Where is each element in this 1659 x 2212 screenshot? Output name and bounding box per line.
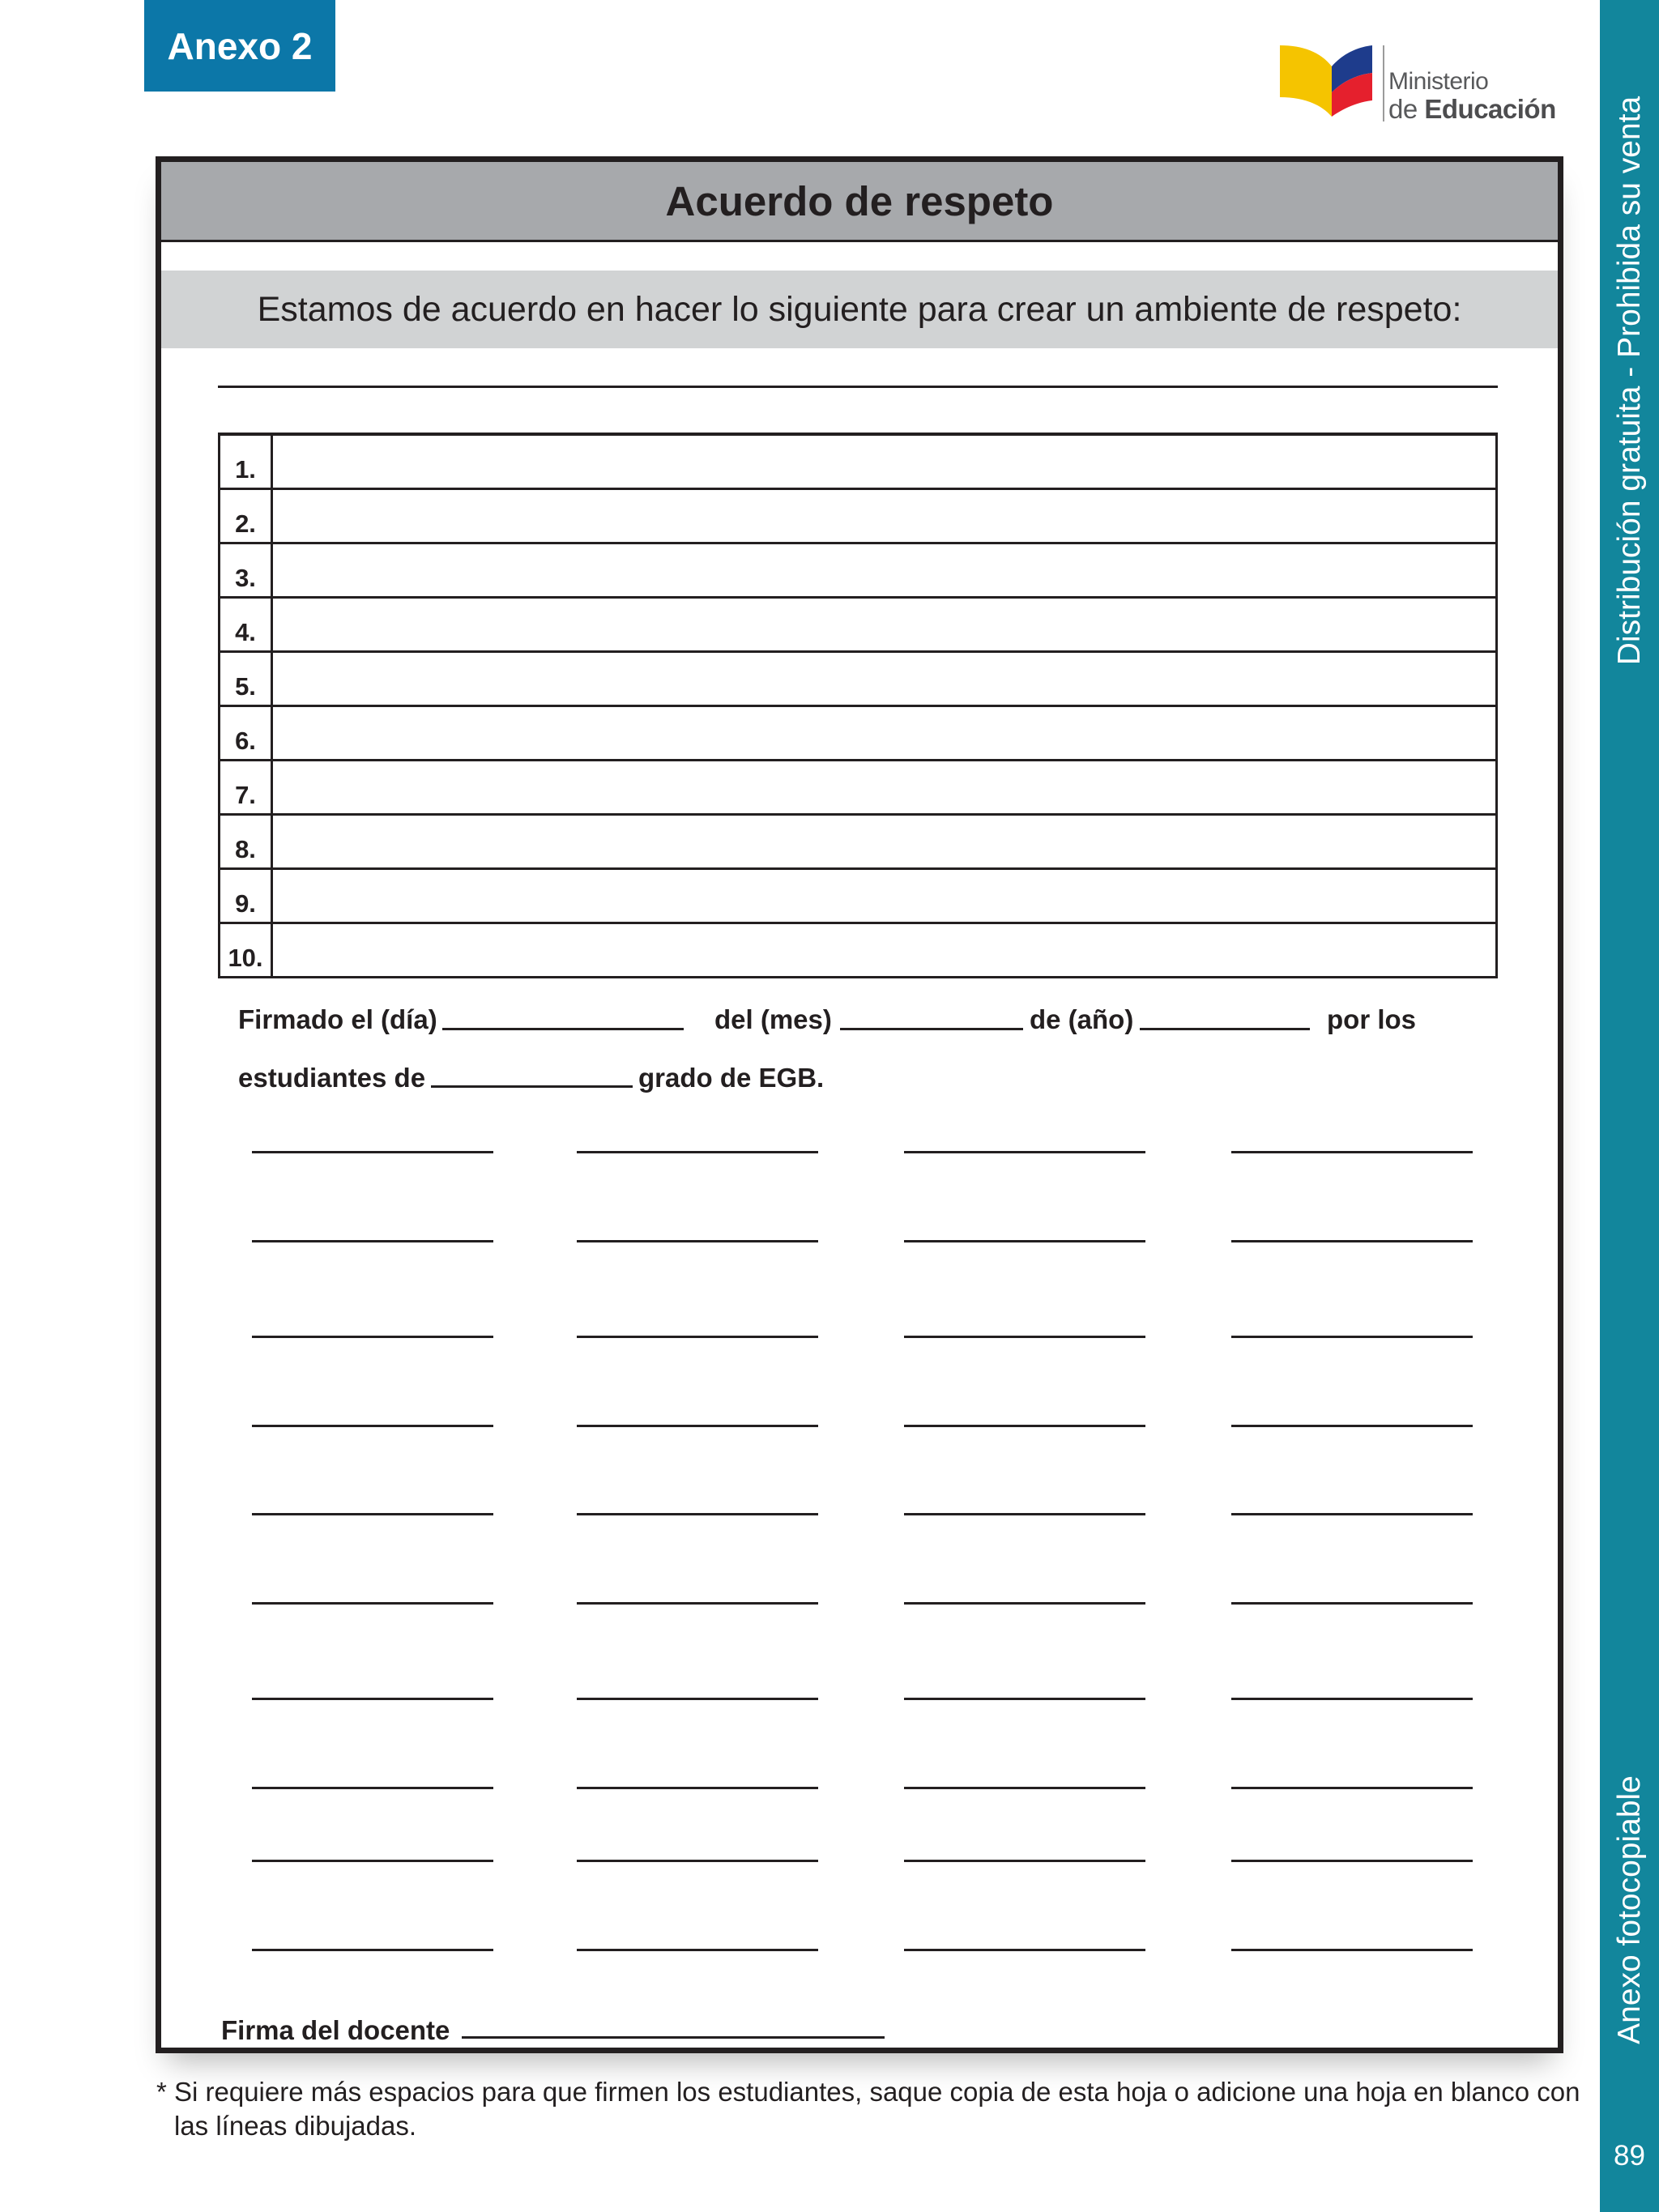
agreement-number: 4. (220, 598, 272, 652)
student-signature-line[interactable] (252, 1513, 493, 1515)
signed-month-label: del (mes) (714, 1004, 832, 1034)
student-signature-line[interactable] (1231, 1787, 1473, 1789)
student-signature-line[interactable] (1231, 1336, 1473, 1338)
form-title: Acuerdo de respeto (161, 162, 1558, 242)
student-signature-line[interactable] (252, 1240, 493, 1242)
student-signature-line[interactable] (252, 1787, 493, 1789)
logo-divider (1383, 45, 1384, 121)
student-signature-line[interactable] (1231, 1698, 1473, 1700)
logo-line1: Ministerio (1388, 68, 1489, 95)
student-signature-line[interactable] (252, 1336, 493, 1338)
agreement-row (220, 652, 1497, 706)
student-signature-line[interactable] (252, 1602, 493, 1605)
student-signature-line[interactable] (252, 1151, 493, 1153)
student-signature-line[interactable] (577, 1336, 818, 1338)
intro-underline (218, 386, 1498, 388)
teacher-signature-field[interactable] (462, 2036, 885, 2039)
side-text-distribution: Distribución gratuita - Prohibida su venta (1612, 96, 1647, 666)
student-signature-line[interactable] (1231, 1602, 1473, 1605)
student-signature-line[interactable] (904, 1513, 1145, 1515)
student-signature-line[interactable] (577, 1787, 818, 1789)
agreement-row (220, 598, 1497, 652)
teacher-signature-label: Firma del docente (221, 2015, 450, 2045)
student-signature-line[interactable] (904, 1698, 1145, 1700)
agreement-row (220, 489, 1497, 543)
side-text-annex: Anexo fotocopiable (1612, 1775, 1647, 2044)
agreement-row (220, 923, 1497, 978)
form-frame (156, 156, 1563, 2053)
agreement-number: 8. (220, 815, 272, 869)
agreement-number: 5. (220, 652, 272, 706)
agreement-field[interactable] (272, 923, 1497, 978)
signed-day-label: Firmado el (día) (238, 1004, 437, 1034)
agreement-field[interactable] (272, 434, 1497, 489)
student-signature-line[interactable] (577, 1949, 818, 1951)
agreement-number: 6. (220, 706, 272, 761)
student-signature-line[interactable] (904, 1336, 1145, 1338)
student-signature-line[interactable] (904, 1860, 1145, 1862)
students-of-label: estudiantes de (238, 1063, 426, 1093)
month-field[interactable] (840, 1028, 1023, 1030)
annex-tab: Anexo 2 (144, 0, 335, 92)
student-signature-line[interactable] (1231, 1425, 1473, 1427)
year-field[interactable] (1140, 1028, 1310, 1030)
student-signature-line[interactable] (904, 1602, 1145, 1605)
agreement-number: 10. (220, 923, 272, 978)
agreement-row (220, 543, 1497, 598)
logo-yellow-shape (1280, 45, 1332, 117)
student-signature-line[interactable] (577, 1240, 818, 1242)
student-signature-line[interactable] (577, 1151, 818, 1153)
footnote-line2: las líneas dibujadas. (174, 2111, 417, 2141)
student-signature-line[interactable] (577, 1860, 818, 1862)
agreement-row (220, 761, 1497, 815)
form-intro: Estamos de acuerdo en hacer lo siguiente para crear un ambiente de respeto: (161, 271, 1558, 348)
student-signature-line[interactable] (904, 1151, 1145, 1153)
footnote-star: * (156, 2077, 167, 2107)
student-signature-line[interactable] (577, 1602, 818, 1605)
agreement-number: 3. (220, 543, 272, 598)
agreement-field[interactable] (272, 815, 1497, 869)
agreement-row (220, 434, 1497, 489)
grade-label: grado de EGB. (638, 1063, 825, 1093)
signed-by-label: por los (1327, 1004, 1417, 1034)
student-signature-line[interactable] (904, 1425, 1145, 1427)
logo-line2-bold: Educación (1424, 94, 1556, 124)
logo-line2 (1388, 96, 1556, 122)
student-signature-line[interactable] (577, 1513, 818, 1515)
logo-text (1388, 70, 1556, 122)
agreement-number: 9. (220, 869, 272, 923)
agreement-field[interactable] (272, 706, 1497, 761)
agreement-field[interactable] (272, 598, 1497, 652)
agreement-number: 1. (220, 434, 272, 489)
student-signature-line[interactable] (252, 1698, 493, 1700)
agreement-field[interactable] (272, 489, 1497, 543)
student-signature-line[interactable] (252, 1860, 493, 1862)
student-signature-line[interactable] (1231, 1860, 1473, 1862)
student-signature-line[interactable] (252, 1425, 493, 1427)
agreement-field[interactable] (272, 869, 1497, 923)
agreement-field[interactable] (272, 652, 1497, 706)
student-signature-line[interactable] (252, 1949, 493, 1951)
student-signature-line[interactable] (904, 1949, 1145, 1951)
footnote (158, 2075, 1600, 2143)
agreement-table (218, 433, 1498, 978)
agreement-row (220, 706, 1497, 761)
footnote-line1: Si requiere más espacios para que firmen los estudiantes, saque copia de esta hoja o adicione una hoja en blanco con (174, 2077, 1580, 2107)
student-signature-line[interactable] (1231, 1151, 1473, 1153)
agreement-field[interactable] (272, 543, 1497, 598)
student-signature-line[interactable] (577, 1698, 818, 1700)
page-number: 89 (1614, 2140, 1645, 2172)
student-signature-line[interactable] (577, 1425, 818, 1427)
grade-field[interactable] (431, 1085, 633, 1088)
agreement-row (220, 869, 1497, 923)
student-signature-line[interactable] (1231, 1949, 1473, 1951)
agreement-row (220, 815, 1497, 869)
student-signature-line[interactable] (1231, 1513, 1473, 1515)
student-signature-line[interactable] (904, 1787, 1145, 1789)
student-signature-line[interactable] (904, 1240, 1145, 1242)
agreement-number: 7. (220, 761, 272, 815)
day-field[interactable] (442, 1028, 684, 1030)
logo-line2-prefix: de (1388, 94, 1425, 124)
agreement-field[interactable] (272, 761, 1497, 815)
agreement-number: 2. (220, 489, 272, 543)
signed-year-label: de (año) (1030, 1004, 1134, 1034)
student-signature-line[interactable] (1231, 1240, 1473, 1242)
